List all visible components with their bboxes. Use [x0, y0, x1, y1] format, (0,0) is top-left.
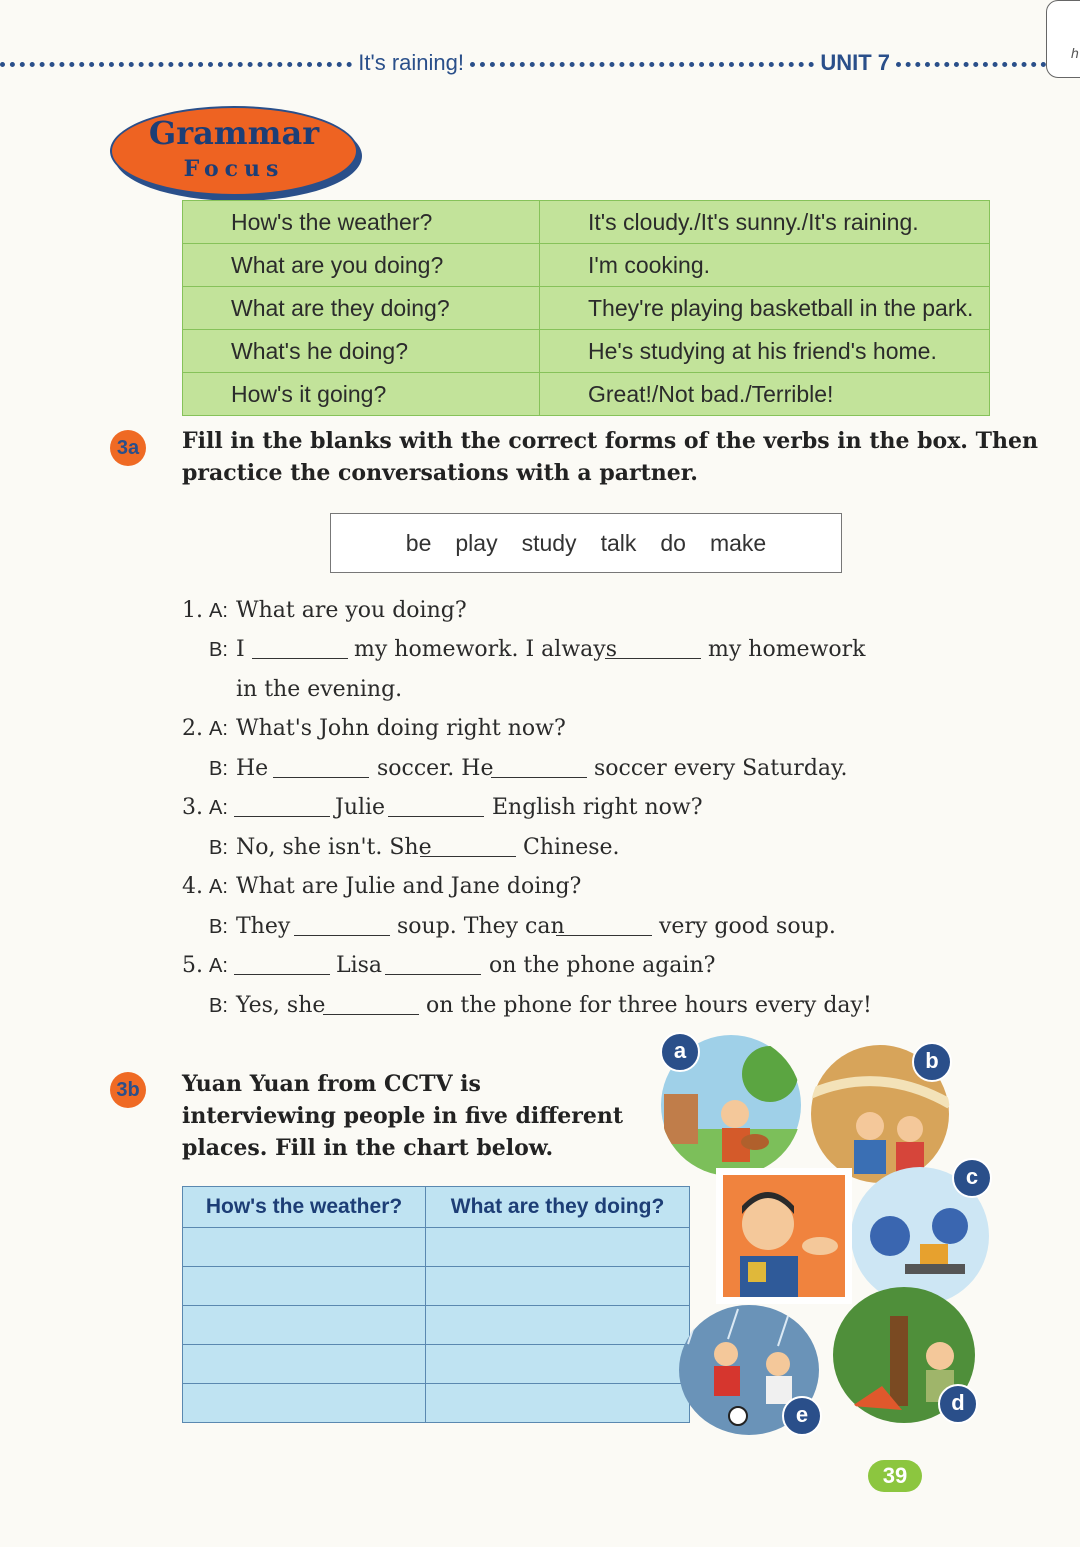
item-number: 1.	[182, 598, 203, 623]
word-be: be	[405, 529, 432, 556]
answer-blank[interactable]	[556, 909, 652, 948]
table-row	[183, 287, 990, 330]
exercise-line	[0, 988, 1080, 1024]
chart-cell[interactable]	[183, 1384, 426, 1423]
exercise-line	[0, 751, 1080, 787]
activity-3b-instruction-line1: Yuan Yuan from CCTV is	[182, 1071, 481, 1097]
answer-blank[interactable]	[388, 790, 484, 829]
speaker-label: A:	[209, 955, 228, 977]
dot-leader	[896, 62, 1046, 67]
exercise-line	[0, 790, 1080, 826]
activity-3b-badge: 3b	[110, 1072, 146, 1108]
running-header-left	[0, 46, 470, 80]
exercise-line	[0, 593, 1080, 629]
grammar-focus-subtitle: Focus	[183, 156, 285, 182]
speaker-label: A:	[209, 876, 228, 898]
line-text: What are you doing?	[236, 598, 467, 623]
grammar-focus-title: Grammar	[148, 114, 320, 152]
picture-label-a: a	[660, 1032, 700, 1072]
line-text: soup. They can	[397, 914, 565, 939]
line-text: soccer. He	[377, 756, 494, 781]
activity-3a-instruction-line1: Fill in the blanks with the correct forms of the verbs in the box. Then	[182, 428, 1038, 454]
table-header-row	[183, 1187, 690, 1228]
line-text: in the evening.	[236, 677, 403, 702]
speaker-label: B:	[209, 837, 228, 859]
corner-tab: h	[1046, 0, 1080, 78]
question-cell: How's the weather?	[183, 201, 540, 244]
question-cell: What are you doing?	[183, 244, 540, 287]
table-row	[183, 201, 990, 244]
exercise-line	[0, 711, 1080, 747]
line-text: soccer every Saturday.	[594, 756, 848, 781]
chart-cell[interactable]	[426, 1267, 690, 1306]
answer-blank[interactable]	[491, 751, 587, 790]
chart-cell[interactable]	[183, 1306, 426, 1345]
line-text: very good soup.	[659, 914, 836, 939]
picture-reporter	[716, 1168, 852, 1304]
word-box	[330, 513, 842, 573]
answer-cell: He's studying at his friend's home.	[540, 330, 990, 373]
activity-3a-instruction-line2: practice the conversations with a partner.	[182, 460, 698, 486]
answer-cell: Great!/Not bad./Terrible!	[540, 373, 990, 416]
line-text: Lisa	[336, 953, 383, 978]
chart-cell[interactable]	[183, 1267, 426, 1306]
answer-blank[interactable]	[234, 790, 330, 829]
line-text: Chinese.	[523, 835, 620, 860]
picture-label-e: e	[782, 1396, 822, 1436]
activity-column-header: What are they doing?	[426, 1187, 690, 1228]
dot-leader	[470, 62, 814, 67]
unit-number: UNIT 7	[820, 50, 890, 75]
line-text: He	[236, 756, 269, 781]
question-cell: What are they doing?	[183, 287, 540, 330]
table-row	[183, 373, 990, 416]
answer-blank[interactable]	[234, 948, 330, 987]
table-row	[183, 330, 990, 373]
line-text: on the phone for three hours every day!	[426, 993, 872, 1018]
answer-blank[interactable]	[273, 751, 369, 790]
weather-column-header: How's the weather?	[183, 1187, 426, 1228]
answer-blank[interactable]	[605, 632, 701, 671]
table-row	[183, 1228, 690, 1267]
answer-cell: It's cloudy./It's sunny./It's raining.	[540, 201, 990, 244]
line-text: What's John doing right now?	[236, 716, 566, 741]
exercise-line	[0, 632, 1080, 668]
speaker-label: B:	[209, 916, 228, 938]
activity-3a-badge: 3a	[110, 430, 146, 466]
table-row	[183, 1345, 690, 1384]
table-row	[183, 1384, 690, 1423]
word-talk: talk	[600, 529, 637, 556]
question-cell: How's it going?	[183, 373, 540, 416]
grammar-focus-badge	[110, 106, 358, 196]
word-play: play	[455, 529, 498, 556]
line-text: No, she isn't. She	[236, 835, 432, 860]
chart-cell[interactable]	[183, 1228, 426, 1267]
speaker-label: B:	[209, 758, 228, 780]
line-text: What are Julie and Jane doing?	[236, 874, 582, 899]
unit-title: It's raining!	[358, 50, 464, 75]
line-text: Yes, she	[236, 993, 326, 1018]
activity-3b-instruction-line2: interviewing people in five different	[182, 1103, 624, 1129]
line-text: my homework. I always	[354, 637, 617, 662]
exercise-line	[0, 909, 1080, 945]
speaker-label: A:	[209, 797, 228, 819]
line-text: English right now?	[492, 795, 703, 820]
chart-cell[interactable]	[426, 1306, 690, 1345]
item-number: 4.	[182, 874, 203, 899]
exercise-line	[0, 948, 1080, 984]
answer-blank[interactable]	[252, 632, 348, 671]
chart-cell[interactable]	[183, 1345, 426, 1384]
answer-cell: I'm cooking.	[540, 244, 990, 287]
word-make: make	[709, 529, 767, 556]
grammar-focus-table	[182, 200, 990, 416]
word-study: study	[521, 529, 577, 556]
table-row	[183, 1267, 690, 1306]
answer-blank[interactable]	[323, 988, 419, 1027]
speaker-label: B:	[209, 639, 228, 661]
speaker-label: A:	[209, 600, 228, 622]
table-row	[183, 1306, 690, 1345]
line-text: my homework	[708, 637, 866, 662]
picture-label-d: d	[938, 1384, 978, 1424]
line-text: They	[236, 914, 291, 939]
picture-label-b: b	[912, 1042, 952, 1082]
item-number: 5.	[182, 953, 203, 978]
line-text: I	[236, 637, 245, 662]
chart-cell[interactable]	[426, 1345, 690, 1384]
speaker-label: B:	[209, 995, 228, 1017]
running-header-right	[470, 46, 1046, 80]
page-number: 39	[868, 1460, 922, 1492]
activity-3b-instruction-line3: places. Fill in the chart below.	[182, 1135, 554, 1161]
question-cell: What's he doing?	[183, 330, 540, 373]
chart-cell[interactable]	[426, 1228, 690, 1267]
table-row	[183, 244, 990, 287]
answer-cell: They're playing basketball in the park.	[540, 287, 990, 330]
answer-blank[interactable]	[294, 909, 390, 948]
chart-cell[interactable]	[426, 1384, 690, 1423]
item-number: 2.	[182, 716, 203, 741]
item-number: 3.	[182, 795, 203, 820]
exercise-line	[0, 869, 1080, 905]
answer-blank[interactable]	[420, 830, 516, 869]
exercise-line	[0, 830, 1080, 866]
line-text: Julie	[335, 795, 386, 820]
dot-leader	[0, 62, 352, 67]
line-text: on the phone again?	[489, 953, 716, 978]
picture-label-c: c	[952, 1158, 992, 1198]
interview-chart	[182, 1186, 690, 1423]
answer-blank[interactable]	[385, 948, 481, 987]
exercise-line	[0, 672, 1080, 708]
speaker-label: A:	[209, 718, 228, 740]
word-do: do	[660, 529, 686, 556]
